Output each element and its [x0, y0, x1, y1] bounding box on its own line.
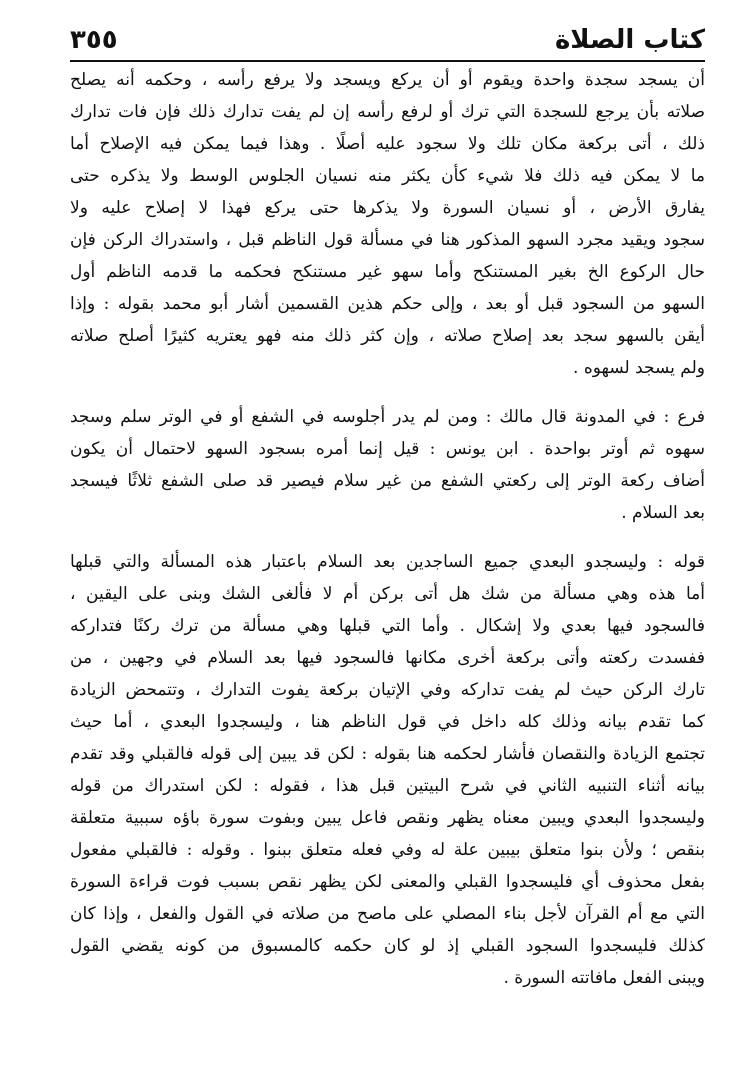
text-line: ويبنى الفعل مافاتته السورة . [503, 968, 705, 988]
paragraph-gap [70, 384, 705, 401]
text-line: بنقص ؛ ولأن بنوا متعلق بيبين علة له وفي فعله متعلق ببنوا . وقوله : فالقبلي مفعول [70, 840, 705, 860]
text-line: تجتمع الزيادة والنقصان فأشار لحكمه هنا بقوله : لكن قد يبين إلى قوله فالقبلي وقد تقدم [70, 744, 705, 764]
text-line: ما لا يمكن فيه ذلك فلا شيء كأن يكثر منه نسيان الجلوس الوسط ولا يذكره حتى [70, 166, 705, 186]
text-line: حال الركوع الخ بغير المستنكح وأما سهو غير مستنكح فحكمه ما قدمه الناظم أول [70, 262, 705, 282]
text-line: فرع : في المدونة قال مالك : ومن لم يدر أجلوسه في الشفع أو في الوتر سلم وسجد [70, 407, 705, 427]
paragraph-1 [70, 64, 705, 384]
text-line: ففسدت ركعته وأتى بركعة أخرى مكانها فالسجود فيها بعد السلام في وجهين ، من [70, 648, 705, 668]
text-line: أضاف ركعة الوتر إلى ركعتي الشفع من غير سلام فيصير قد صلى الشفع ثلاثًا فيسجد [70, 471, 705, 491]
text-line: تارك الركن حيث لم يفت تداركه وفي الإتيان بركعة يفوت التدارك ، وتتمحض الزيادة [70, 680, 705, 700]
body-text [70, 64, 705, 994]
text-line: صلاته بأن يرجع للسجدة التي ترك أو لرفع رأسه إن لم يفت تدارك ذلك فإن فات تدارك [70, 102, 705, 122]
text-line: ذلك ، أتى بركعة مكان تلك ولا سجود عليه أصلًا . وهذا فيما يمكن فيه الإصلاح أما [70, 134, 705, 154]
paragraph-3 [70, 546, 705, 994]
text-line: بفعل محذوف أي فليسجدوا القبلي والمعنى لكن يظهر نقص بسبب فوت قراءة السورة [70, 872, 705, 892]
text-line: أيقن بالسهو سجد بعد إصلاح صلاته ، وإن كثر ذلك منه فهو يعتريه كثيرًا أصلح صلاته [70, 326, 705, 346]
text-line: سجود ويقيد مجرد السهو المذكور هنا في مسألة قول الناظم قبل ، واستدراك الركن فإن [70, 230, 705, 250]
text-line: بعد السلام . [621, 503, 705, 523]
text-line: وليسجدوا البعدي ويبين معناه يظهر ونقص فاعل يبين وبفوت سورة باؤه سببية متعلقة [70, 808, 705, 828]
page-header [70, 18, 705, 58]
book-title: كتاب الصلاة [554, 25, 705, 55]
text-line: أما هذه وهي مسألة من شك هل أتى بركن أم لا فألغى الشك وبنى على اليقين ، [70, 584, 705, 604]
text-line: سهوه ثم أوتر بواحدة . ابن يونس : قيل إنما أمره بسجود السهو لاحتمال أن يكون [70, 439, 705, 459]
text-line: أن يسجد سجدة واحدة ويقوم أو أن يركع ويسجد ولا يرفع رأسه ، وحكمه أنه يصلح [70, 70, 705, 90]
paragraph-2 [70, 401, 705, 529]
page-number: ٣٥٥ [70, 25, 118, 55]
text-line: ولم يسجد لسهوه . [573, 358, 705, 378]
text-line: كما تقدم بيانه وذلك كله داخل في قول الناظم هنا ، وليسجدوا البعدي ، أما حيث [70, 712, 705, 732]
text-line: السهو من السجود قبل أو بعد ، وإلى حكم هذين القسمين أشار أبو محمد بقوله : وإذا [70, 294, 705, 314]
text-line: كذلك فليسجدوا السجود القبلي إذ لو كان حكمه كالمسبوق من كونه يقضي القول [70, 936, 705, 956]
text-line: بيانه أثناء التنبيه الثاني في شرح البيتين قبل هذا ، فقوله : لكن استدراك من قوله [70, 776, 705, 796]
header-rule [70, 60, 705, 62]
text-line: التي مع أم القرآن لأجل بناء المصلي على ماصح من صلاته في القول والفعل ، وإذا كان [70, 904, 705, 924]
text-line: يفارق الأرض ، أو نسيان السورة ولا يذكرها حتى يركع فهذا لا إصلاح عليه ولا [70, 198, 705, 218]
text-line: قوله : وليسجدو البعدي جميع الساجدين بعد السلام باعتبار هذه المسألة والتي قبلها [70, 552, 705, 572]
paragraph-gap [70, 529, 705, 546]
text-line: فالسجود فيها بعدي ولا إشكال . وأما التي قبلها وهي مسألة من ترك ركنًا فتداركه [70, 616, 705, 636]
